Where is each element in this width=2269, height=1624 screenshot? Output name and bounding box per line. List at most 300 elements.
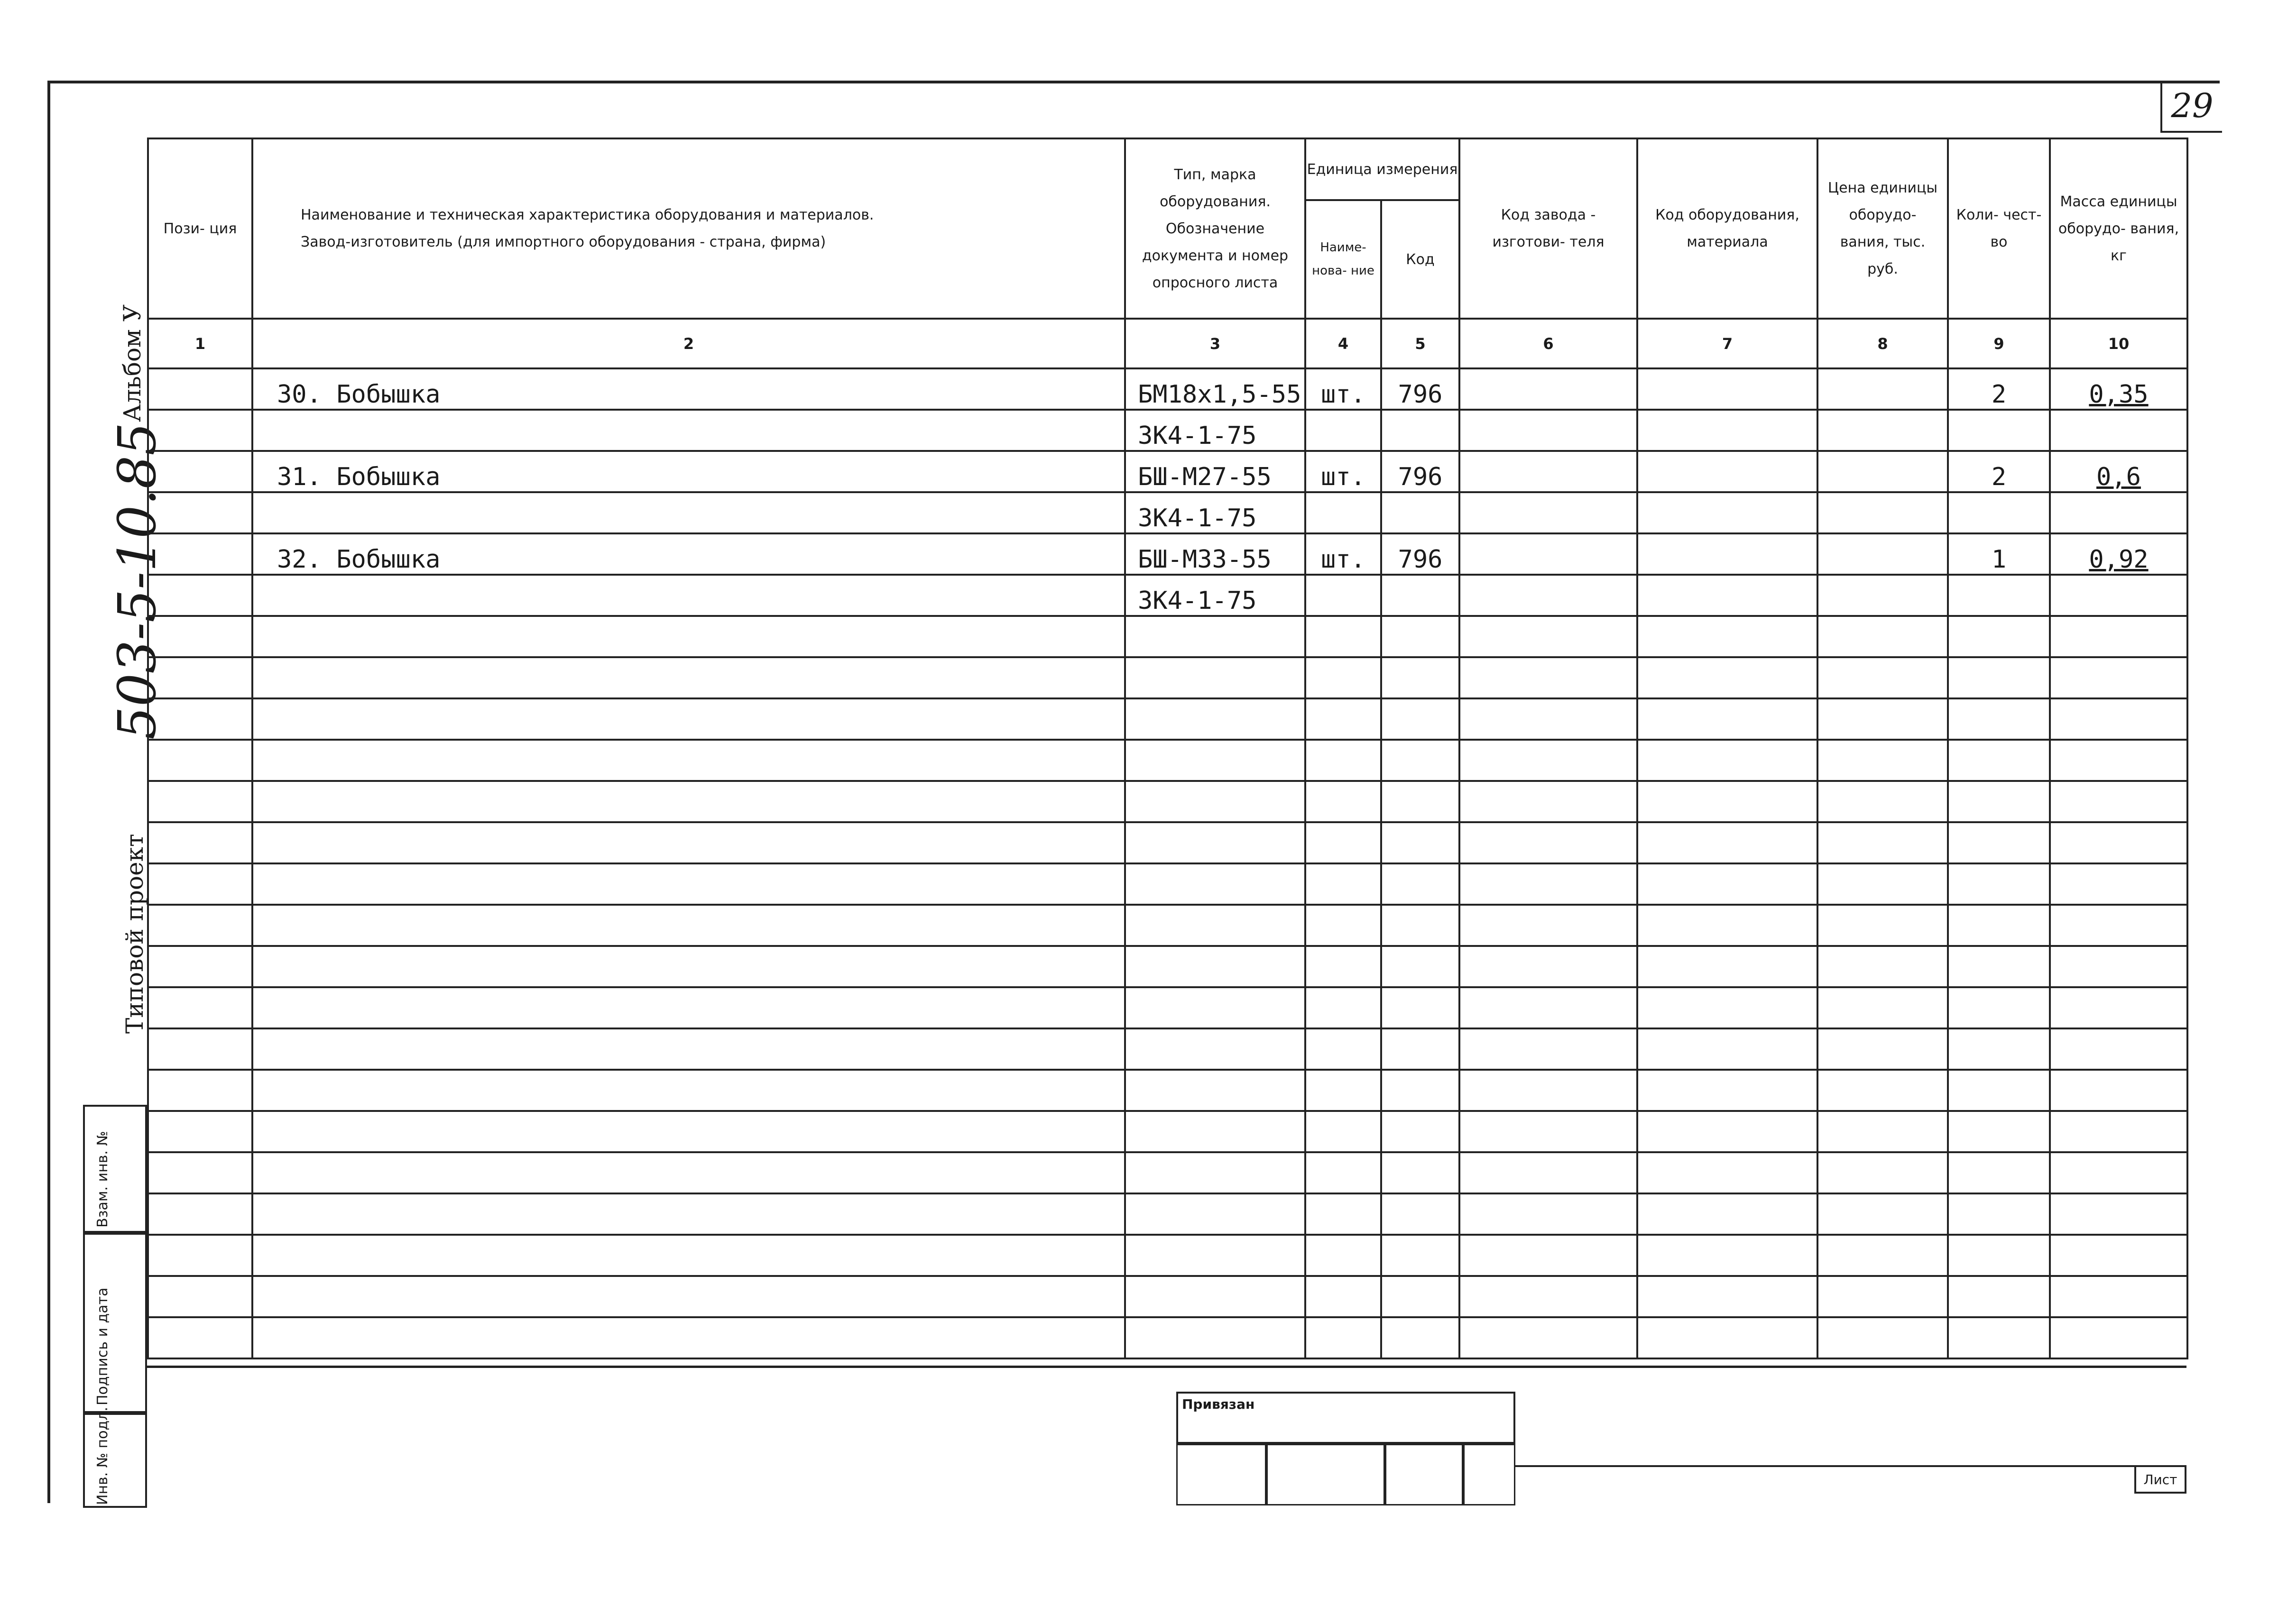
table-cell-c3 [1125, 575, 1305, 616]
table-row [148, 368, 2187, 410]
table-cell-c9 [1948, 410, 2050, 451]
table-row [148, 410, 2187, 451]
table-cell-c5 [1381, 368, 1459, 410]
table-cell-c5 [1381, 575, 1459, 616]
table-cell-name [252, 1028, 1125, 1070]
table-cell-c7 [1637, 740, 1817, 781]
table-cell-c1 [148, 905, 252, 946]
table-row [148, 451, 2187, 492]
table-cell-c6 [1459, 905, 1637, 946]
table-cell-name [252, 1070, 1125, 1111]
table-cell-c3 [1125, 946, 1305, 987]
table-cell-c1 [148, 863, 252, 905]
table-cell-c1 [148, 1276, 252, 1317]
table-cell-c8 [1817, 1317, 1948, 1358]
table-row [148, 1028, 2187, 1070]
table-cell-c4 [1305, 698, 1381, 740]
table-cell-c1 [148, 740, 252, 781]
table-cell-c3 [1125, 740, 1305, 781]
data-rows [148, 368, 2187, 1358]
header-name [252, 138, 1125, 319]
table-cell-c5 [1381, 781, 1459, 822]
table-cell-c5 [1381, 533, 1459, 575]
table-cell-name [252, 451, 1125, 492]
table-row [148, 1317, 2187, 1358]
privyazan-cell [1266, 1444, 1385, 1505]
table-cell-c3 [1125, 410, 1305, 451]
table-cell-c8 [1817, 1028, 1948, 1070]
cell-value: 796 [1398, 463, 1443, 491]
table-cell-c6 [1459, 698, 1637, 740]
table-cell-c9 [1948, 1028, 2050, 1070]
table-cell-c6 [1459, 410, 1637, 451]
table-cell-c4 [1305, 1028, 1381, 1070]
table-cell-c5 [1381, 946, 1459, 987]
table-cell-c5 [1381, 1193, 1459, 1235]
table-cell-c9 [1948, 657, 2050, 698]
table-cell-c3 [1125, 616, 1305, 657]
cell-value: 2 [1991, 380, 2007, 409]
table-cell-c4 [1305, 368, 1381, 410]
table-cell-c9 [1948, 1276, 2050, 1317]
table-cell-c1 [148, 822, 252, 863]
table-cell-c5 [1381, 822, 1459, 863]
table-row [148, 946, 2187, 987]
table-cell-c10 [2050, 492, 2187, 533]
table-cell-c8 [1817, 740, 1948, 781]
table-cell-c10 [2050, 781, 2187, 822]
cell-value: 0,6 [2096, 463, 2141, 491]
table-cell-name [252, 1235, 1125, 1276]
header-position: Пози- ция [148, 138, 252, 319]
column-number: 1 [148, 319, 252, 368]
header-row [148, 138, 2187, 200]
table-cell-c7 [1637, 451, 1817, 492]
table-cell-c9 [1948, 1152, 2050, 1193]
header-type: Тип, марка оборудования. Обозначение документа и номер опросного листа [1125, 138, 1305, 319]
table-cell-c1 [148, 1317, 252, 1358]
table-cell-c5 [1381, 451, 1459, 492]
table-cell-c7 [1637, 1070, 1817, 1111]
table-cell-c8 [1817, 1193, 1948, 1235]
cell-value: 2 [1991, 463, 2007, 491]
sidebar-album: Альбом У [119, 304, 146, 422]
stamp-box-inv [83, 1407, 147, 1508]
column-number: 9 [1948, 319, 2050, 368]
table-cell-c9 [1948, 822, 2050, 863]
stamp-box-vzam [83, 1105, 147, 1233]
sheet-label: Лист [2134, 1465, 2186, 1494]
stamp-label-vzam: Взам. инв. № [94, 1131, 111, 1228]
table-cell-c4 [1305, 863, 1381, 905]
table-cell-name [252, 616, 1125, 657]
table-cell-name [252, 368, 1125, 410]
table-cell-c8 [1817, 863, 1948, 905]
header-unit-code: Код [1381, 200, 1459, 319]
table-cell-c9 [1948, 616, 2050, 657]
specification-table [147, 138, 2188, 1359]
table-row [148, 616, 2187, 657]
table-cell-c4 [1305, 781, 1381, 822]
table-cell-c3 [1125, 451, 1305, 492]
table-cell-c6 [1459, 822, 1637, 863]
table-cell-c3 [1125, 698, 1305, 740]
table-cell-c8 [1817, 1152, 1948, 1193]
table-cell-c1 [148, 533, 252, 575]
column-number: 3 [1125, 319, 1305, 368]
table-cell-c6 [1459, 451, 1637, 492]
table-cell-c7 [1637, 657, 1817, 698]
table-cell-c9 [1948, 1235, 2050, 1276]
table-cell-c4 [1305, 533, 1381, 575]
table-cell-name [252, 1111, 1125, 1152]
table-cell-c10 [2050, 1276, 2187, 1317]
table-cell-c1 [148, 368, 252, 410]
table-cell-c3 [1125, 1028, 1305, 1070]
table-cell-name [252, 1152, 1125, 1193]
table-cell-c8 [1817, 1235, 1948, 1276]
table-cell-c6 [1459, 1152, 1637, 1193]
table-cell-c7 [1637, 1317, 1817, 1358]
table-cell-c9 [1948, 863, 2050, 905]
table-cell-c3 [1125, 1317, 1305, 1358]
table-cell-c7 [1637, 698, 1817, 740]
table-cell-c10 [2050, 575, 2187, 616]
table-cell-c1 [148, 1235, 252, 1276]
table-cell-name [252, 657, 1125, 698]
table-cell-c6 [1459, 1235, 1637, 1276]
table-row [148, 1235, 2187, 1276]
table-cell-c10 [2050, 905, 2187, 946]
column-number: 2 [252, 319, 1125, 368]
table-cell-c8 [1817, 657, 1948, 698]
table-cell-c6 [1459, 368, 1637, 410]
table-cell-c6 [1459, 1317, 1637, 1358]
table-cell-c9 [1948, 451, 2050, 492]
bottom-border-line [147, 1366, 2186, 1368]
sidebar-project-type: Типовой проект [121, 834, 148, 1034]
stamp-label-podpis: Подпись и дата [94, 1287, 111, 1405]
table-cell-c6 [1459, 657, 1637, 698]
table-cell-c4 [1305, 492, 1381, 533]
privyazan-cell [1463, 1444, 1515, 1505]
table-cell-c5 [1381, 1111, 1459, 1152]
table-cell-c8 [1817, 905, 1948, 946]
table-cell-c9 [1948, 368, 2050, 410]
table-cell-c1 [148, 987, 252, 1028]
column-number-row [148, 319, 2187, 368]
table-cell-c4 [1305, 1193, 1381, 1235]
table-cell-c6 [1459, 946, 1637, 987]
table-cell-c8 [1817, 781, 1948, 822]
table-cell-c6 [1459, 863, 1637, 905]
table-cell-c3 [1125, 905, 1305, 946]
table-row [148, 698, 2187, 740]
table-cell-c1 [148, 492, 252, 533]
table-cell-name [252, 740, 1125, 781]
table-cell-c7 [1637, 575, 1817, 616]
table-cell-name [252, 946, 1125, 987]
table-cell-c1 [148, 616, 252, 657]
table-cell-c10 [2050, 368, 2187, 410]
table-cell-c1 [148, 781, 252, 822]
table-cell-c4 [1305, 657, 1381, 698]
table-cell-name [252, 533, 1125, 575]
column-number: 6 [1459, 319, 1637, 368]
table-cell-c9 [1948, 987, 2050, 1028]
table-row [148, 492, 2187, 533]
table-cell-c7 [1637, 781, 1817, 822]
table-cell-c5 [1381, 1276, 1459, 1317]
table-cell-c10 [2050, 1111, 2187, 1152]
table-cell-c9 [1948, 740, 2050, 781]
table-row [148, 1193, 2187, 1235]
table-cell-c9 [1948, 781, 2050, 822]
cell-value: 796 [1398, 380, 1443, 409]
stamp-box-podpis [83, 1233, 147, 1413]
column-number: 7 [1637, 319, 1817, 368]
table-cell-c10 [2050, 1152, 2187, 1193]
table-cell-c7 [1637, 368, 1817, 410]
table-cell-c8 [1817, 410, 1948, 451]
header-mass: Масса единицы оборудо- вания, кг [2050, 138, 2187, 319]
table-cell-c6 [1459, 616, 1637, 657]
table-cell-c4 [1305, 1152, 1381, 1193]
header-plant-code: Код завода - изготови- теля [1459, 138, 1637, 319]
table-cell-c9 [1948, 1317, 2050, 1358]
table-cell-c7 [1637, 863, 1817, 905]
table-cell-c8 [1817, 946, 1948, 987]
table-cell-c7 [1637, 533, 1817, 575]
privyazan-block [1176, 1392, 1515, 1505]
table-cell-c1 [148, 657, 252, 698]
table-cell-c4 [1305, 1070, 1381, 1111]
table-cell-c5 [1381, 616, 1459, 657]
table-row [148, 575, 2187, 616]
cell-value: шт. [1321, 545, 1365, 574]
table-cell-c6 [1459, 781, 1637, 822]
table-cell-c6 [1459, 492, 1637, 533]
table-cell-c3 [1125, 1235, 1305, 1276]
table-cell-c8 [1817, 451, 1948, 492]
table-cell-c10 [2050, 1235, 2187, 1276]
table-cell-c10 [2050, 410, 2187, 451]
table-cell-c3 [1125, 1193, 1305, 1235]
table-cell-c1 [148, 1111, 252, 1152]
table-cell-c10 [2050, 863, 2187, 905]
cell-value: шт. [1321, 463, 1365, 491]
table-cell-c9 [1948, 698, 2050, 740]
cell-value: 31. Бобышка [277, 463, 441, 491]
table-row [148, 1276, 2187, 1317]
cell-value: 0,35 [2089, 380, 2149, 409]
cell-value: 3К4-1-75 [1138, 587, 1257, 615]
table-cell-c1 [148, 1152, 252, 1193]
cell-value: 3К4-1-75 [1138, 504, 1257, 532]
table-cell-c8 [1817, 368, 1948, 410]
column-number: 4 [1305, 319, 1381, 368]
table-cell-c3 [1125, 492, 1305, 533]
table-cell-c4 [1305, 1111, 1381, 1152]
table-cell-name [252, 822, 1125, 863]
table-cell-c5 [1381, 1235, 1459, 1276]
cell-value: 796 [1398, 545, 1443, 574]
table-cell-c5 [1381, 863, 1459, 905]
privyazan-label: Привязан [1176, 1392, 1515, 1444]
cell-value: 32. Бобышка [277, 545, 441, 574]
table-cell-name [252, 410, 1125, 451]
table-cell-c3 [1125, 657, 1305, 698]
table-cell-c10 [2050, 740, 2187, 781]
table-cell-c7 [1637, 1235, 1817, 1276]
table-cell-c1 [148, 1193, 252, 1235]
title-block-line [1515, 1465, 2186, 1467]
table-cell-c5 [1381, 410, 1459, 451]
table-cell-c7 [1637, 1276, 1817, 1317]
table-cell-c10 [2050, 987, 2187, 1028]
table-cell-name [252, 863, 1125, 905]
table-cell-c3 [1125, 781, 1305, 822]
table-cell-c7 [1637, 946, 1817, 987]
table-cell-c5 [1381, 987, 1459, 1028]
table-cell-c5 [1381, 1070, 1459, 1111]
table-row [148, 1152, 2187, 1193]
table-cell-c1 [148, 1028, 252, 1070]
table-cell-c10 [2050, 1317, 2187, 1358]
table-cell-c10 [2050, 698, 2187, 740]
table-cell-c4 [1305, 1276, 1381, 1317]
header-unit-group: Единица измерения [1305, 138, 1459, 200]
table-row [148, 781, 2187, 822]
table-cell-c6 [1459, 1111, 1637, 1152]
table-cell-c1 [148, 575, 252, 616]
table-cell-c7 [1637, 1028, 1817, 1070]
cell-value: БШ-М27-55 [1138, 463, 1272, 491]
table-cell-c10 [2050, 946, 2187, 987]
table-cell-c7 [1637, 1152, 1817, 1193]
table-cell-c4 [1305, 575, 1381, 616]
table-cell-c8 [1817, 987, 1948, 1028]
table-row [148, 1070, 2187, 1111]
table-cell-c9 [1948, 1070, 2050, 1111]
header-price: Цена единицы оборудо- вания, тыс. руб. [1817, 138, 1948, 319]
table-cell-name [252, 1317, 1125, 1358]
table-cell-c8 [1817, 822, 1948, 863]
table-cell-c8 [1817, 492, 1948, 533]
table-cell-c9 [1948, 575, 2050, 616]
table-row [148, 905, 2187, 946]
header-quantity: Коли- чест- во [1948, 138, 2050, 319]
table-cell-c10 [2050, 1028, 2187, 1070]
table-cell-name [252, 781, 1125, 822]
table-cell-c10 [2050, 616, 2187, 657]
table-row [148, 740, 2187, 781]
table-cell-c6 [1459, 1070, 1637, 1111]
table-cell-c9 [1948, 1193, 2050, 1235]
table-cell-c4 [1305, 1235, 1381, 1276]
cell-value: 1 [1991, 545, 2007, 574]
table-cell-name [252, 905, 1125, 946]
table-cell-c6 [1459, 1276, 1637, 1317]
table-row [148, 863, 2187, 905]
table-cell-c3 [1125, 1152, 1305, 1193]
table-row [148, 657, 2187, 698]
table-cell-c8 [1817, 1070, 1948, 1111]
table-cell-c10 [2050, 451, 2187, 492]
table-cell-c3 [1125, 1111, 1305, 1152]
column-number: 10 [2050, 319, 2187, 368]
table-cell-c10 [2050, 1070, 2187, 1111]
column-number: 5 [1381, 319, 1459, 368]
table-cell-c3 [1125, 822, 1305, 863]
table-cell-c1 [148, 698, 252, 740]
table-cell-c10 [2050, 657, 2187, 698]
table-cell-c7 [1637, 987, 1817, 1028]
table-cell-c5 [1381, 1317, 1459, 1358]
page-number: 29 [2160, 81, 2222, 133]
cell-value: 0,92 [2089, 545, 2149, 574]
table-cell-c7 [1637, 822, 1817, 863]
table-cell-c8 [1817, 575, 1948, 616]
table-cell-c3 [1125, 368, 1305, 410]
table-cell-c8 [1817, 616, 1948, 657]
header-unit-name: Наиме- нова- ние [1305, 200, 1381, 319]
table-cell-c10 [2050, 533, 2187, 575]
table-cell-c5 [1381, 657, 1459, 698]
table-cell-c4 [1305, 905, 1381, 946]
table-cell-c7 [1637, 905, 1817, 946]
table-cell-c1 [148, 1070, 252, 1111]
cell-value: 3К4-1-75 [1138, 422, 1257, 450]
table-cell-c8 [1817, 1276, 1948, 1317]
table-cell-c4 [1305, 740, 1381, 781]
table-cell-c6 [1459, 740, 1637, 781]
table-cell-c6 [1459, 1028, 1637, 1070]
table-cell-c6 [1459, 987, 1637, 1028]
table-cell-c10 [2050, 822, 2187, 863]
table-cell-c4 [1305, 410, 1381, 451]
table-row [148, 822, 2187, 863]
table-cell-c9 [1948, 1111, 2050, 1152]
table-cell-c4 [1305, 987, 1381, 1028]
table-cell-c5 [1381, 1152, 1459, 1193]
table-cell-c10 [2050, 1193, 2187, 1235]
table-cell-c3 [1125, 987, 1305, 1028]
table-cell-c4 [1305, 1317, 1381, 1358]
table-cell-c1 [148, 410, 252, 451]
table-cell-c1 [148, 451, 252, 492]
table-cell-c3 [1125, 533, 1305, 575]
header-name-line1: Наименование и техническая характеристика оборудования и материалов. [301, 207, 874, 223]
table-cell-c6 [1459, 1193, 1637, 1235]
table-cell-c9 [1948, 905, 2050, 946]
table-cell-c6 [1459, 575, 1637, 616]
table-cell-c7 [1637, 492, 1817, 533]
cell-value: 30. Бобышка [277, 380, 441, 409]
table-cell-c3 [1125, 1276, 1305, 1317]
table-cell-name [252, 492, 1125, 533]
table-cell-c9 [1948, 946, 2050, 987]
table-cell-name [252, 1193, 1125, 1235]
column-number: 8 [1817, 319, 1948, 368]
table-cell-c7 [1637, 410, 1817, 451]
table-row [148, 1111, 2187, 1152]
cell-value: шт. [1321, 380, 1365, 409]
header-name-line2: Завод-изготовитель (для импортного оборудования - страна, фирма) [301, 234, 826, 250]
table-cell-c3 [1125, 1070, 1305, 1111]
sidebar-project-code: 503-5-10.85 [107, 422, 167, 740]
table-row [148, 987, 2187, 1028]
